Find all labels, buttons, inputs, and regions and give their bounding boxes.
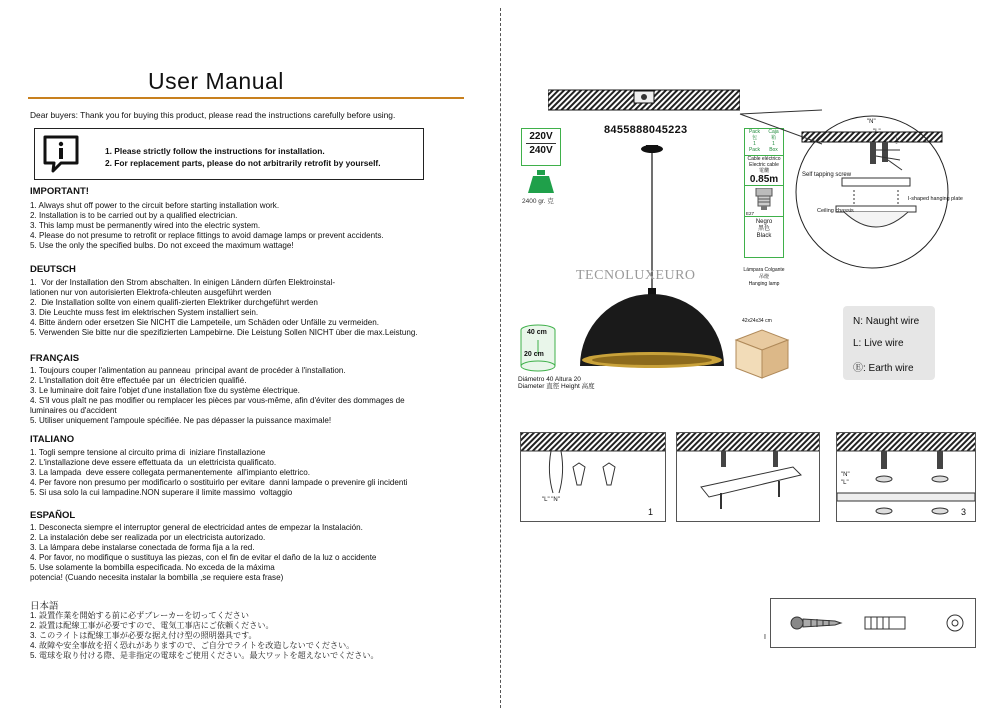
ceiling-bar-illustration	[548, 88, 740, 112]
section-list-important	[30, 201, 384, 251]
list-item: 5. Use solamente la bombilla especificada. No exceda de la máxima	[30, 563, 275, 572]
list-item: 3. La lámpara debe instalarse conectada de forma fija a la red.	[30, 543, 255, 552]
list-item: 2. Installation is to be carried out by a qualified electrician.	[30, 211, 238, 220]
pack-label: 1	[772, 141, 775, 147]
type-zh: 吊燈	[758, 274, 769, 280]
notice-line-2: 2. For replacement parts, please do not arbitrarily retrofit by yourself.	[105, 158, 381, 168]
box-icon	[732, 326, 792, 380]
section-heading-important: IMPORTANT!	[30, 186, 89, 197]
cable-length: 0.85m	[749, 174, 779, 185]
section-heading-espanol: ESPAÑOL	[30, 510, 76, 521]
pack-label: 箱	[770, 135, 776, 141]
step-2-panel	[676, 432, 820, 522]
bulb-socket-icon	[754, 188, 774, 212]
section-list-espanol	[30, 523, 376, 583]
diagram-l-label: "L"	[873, 129, 881, 135]
list-item: 2. Die Installation sollte von einem qualifi-zierten Elektriker durchgeführt werden	[30, 298, 318, 307]
pack-label: 1	[753, 141, 756, 147]
list-item: 4. 故障や安全事故を招く恐れがありますので、ご自分でライトを改造しないでください。	[30, 641, 355, 650]
section-heading-deutsch: DEUTSCH	[30, 264, 76, 275]
list-item: 1. Desconecta siempre el interruptor general de electricidad antes de empezar la Instalación.	[30, 523, 363, 532]
intro-text: Dear buyers: Thank you for buying this product, please read the instructions carefully before using.	[30, 110, 396, 120]
hardware-mark: I	[764, 634, 766, 641]
cable-label-en: Electric cable	[749, 162, 779, 168]
list-item: 1. Vor der Installation den Strom abschalten. In einigen Ländern dürfen Elektroinstal-	[30, 278, 336, 287]
color-en: Black	[756, 233, 772, 239]
list-item: 2. L'installazione deve essere effettuata da un elettricista qualificato.	[30, 458, 277, 467]
info-icon	[41, 133, 81, 175]
list-item: luminaires ou d'accident	[30, 406, 117, 415]
voltage-top: 220V	[529, 131, 553, 142]
list-item: 4. Por favor, no modifique o sustituya las piezas, con el fin de evitar el daño de la luz o accidente	[30, 553, 377, 562]
list-item: 5. 電球を取り付ける際、是非指定の電球をご使用ください。最大ワットを超えないでください。	[30, 651, 379, 660]
barcode-number: 8455888045223	[604, 124, 688, 136]
lamp-type-labels	[740, 267, 788, 288]
pack-label: Caja	[768, 129, 779, 135]
hardware-panel	[770, 598, 976, 648]
step-3-wire-labels: "N" "L"	[841, 472, 850, 486]
step-1-panel	[520, 432, 666, 522]
section-heading-italiano: ITALIANO	[30, 434, 75, 445]
step-1-illustration	[521, 433, 665, 521]
type-en: Hanging lamp	[748, 281, 780, 287]
step-3-panel	[836, 432, 976, 522]
hanging-plate-label: I-shaped hanging plate	[908, 196, 963, 202]
manual-title: User Manual	[148, 68, 284, 94]
list-item: lationen nur von autorisierten Elektrofa-chleuten ausgeführt werden	[30, 288, 272, 297]
step-3-illustration	[837, 433, 975, 521]
list-item: 3. Die Leuchte muss fest im elektrischen System installiert sein.	[30, 308, 259, 317]
cable-label-es: Cable eléctrico	[747, 156, 781, 162]
watermark: TECNOLUXEURO	[576, 268, 696, 283]
diameter-value: 40 cm	[527, 329, 547, 336]
pack-label: Pack	[748, 129, 761, 135]
section-list-francais	[30, 366, 405, 426]
list-item: 5. Si usa solo la cui lampadine.NON superare il limite massimo voltaggio	[30, 488, 293, 497]
list-item: 1. Toujours couper l'alimentation au panneau principal avant de procéder à l'installation.	[30, 366, 346, 375]
wire-l: L: Live wire	[853, 338, 904, 349]
list-item: 1. Always shut off power to the circuit before starting installation work.	[30, 201, 280, 210]
pack-label: 包	[751, 135, 757, 141]
list-item: 2. L'installation doit être effectuée par un électricien qualifié.	[30, 376, 247, 385]
step-1-wire-labels: "L" "N"	[542, 497, 560, 503]
pack-label: Box	[769, 147, 778, 153]
bulb-type: E27	[746, 211, 755, 216]
color-zh: 黑色	[757, 226, 770, 232]
pendant-lamp-illustration	[572, 140, 732, 372]
section-list-deutsch	[30, 278, 418, 338]
callout-line	[736, 108, 826, 148]
wire-n: N: Naught wire	[853, 316, 920, 327]
step-2-illustration	[677, 433, 819, 521]
list-item: 4. Per favore non presumo per modificarlo o sostituirlo per evitare danni lampade o prevenire gli incidenti	[30, 478, 408, 487]
list-item: 2. 設置は配線工事が必要ですので、電気工事店にご依頼ください。	[30, 621, 274, 630]
list-item: 4. Please do not presume to retrofit or replace fittings to avoid damage lamps or prevent accidents.	[30, 231, 384, 240]
dimension-labels: Diámetro 40 Altura 20 Diameter 直徑 Height 高度	[518, 376, 595, 390]
wire-e: Ⓔ: Earth wire	[853, 363, 914, 374]
box-size: 42x24x34 cm	[742, 318, 772, 324]
step-3-number: 3	[961, 507, 967, 517]
list-item: 5. Utiliser uniquement l'ampoule spécifiée. Ne pas dépasser la puissance maximale!	[30, 416, 332, 425]
title-rule	[28, 97, 464, 99]
voltage-bottom: 240V	[529, 145, 553, 156]
page-divider	[500, 8, 501, 708]
type-es: Lámpara Colgante	[743, 267, 785, 273]
notice-box	[34, 128, 424, 180]
list-item: 4. S'il vous plaît ne pas modifier ou remplacer les pièces par vous-même, afin d'éviter des dommages de	[30, 396, 405, 405]
voltage-box	[521, 128, 561, 166]
weight-label: 2400 gr. 克	[522, 198, 554, 205]
list-item: 3. La lampada deve essere collegata permanentemente all'impianto elettrico.	[30, 468, 311, 477]
list-item: 3. このライトは配線工事が必要な据え付け型の照明器具です。	[30, 631, 257, 640]
list-item: 3. Le luminaire doit faire l'objet d'une installation fixe du système électrique.	[30, 386, 300, 395]
cable-label-zh: 電纜	[758, 168, 769, 174]
list-item: 2. La instalación debe ser realizada por un electricista autorizado.	[30, 533, 266, 542]
list-item: 5. Use the only the specified bulbs. Do not exceed the maximum wattage!	[30, 241, 294, 250]
section-heading-japanese: 日本語	[30, 601, 59, 612]
list-item: 4. Bitte ändern oder ersetzen Sie NICHT die Lampeteile, um Schäden oder Unfälle zu vermeiden.	[30, 318, 379, 327]
list-item: 5. Verwenden Sie bitte nur die spezifizierten Lampebirne. Die Leistung Sollen NICHT über die max.Leistung.	[30, 328, 418, 337]
list-item: 1. 設置作業を開始する前に必ずブレーカーを切ってください	[30, 611, 249, 620]
wire-legend	[843, 306, 935, 380]
hardware-illustration	[771, 599, 975, 647]
diagram-n-label: "N"	[867, 119, 876, 125]
section-heading-francais: FRANÇAIS	[30, 353, 80, 364]
pack-label: Pack	[748, 147, 761, 153]
ceiling-chassis-label: Ceiling chassis	[817, 208, 854, 214]
weight-icon	[527, 170, 555, 194]
section-list-italiano	[30, 448, 407, 498]
notice-line-1: 1. Please strictly follow the instructions for installation.	[105, 146, 325, 156]
list-item: potencia! (Cuando necesita instalar la bombilla ,se requiere esta frase)	[30, 573, 284, 582]
diagram-earth-symbol: ⏚	[893, 138, 900, 145]
section-list-japanese	[30, 611, 379, 661]
step-1-number: 1	[648, 507, 654, 517]
color-es: Negro	[755, 219, 773, 225]
height-value: 20 cm	[524, 351, 544, 358]
self-tapping-screw-label: Self tapping screw	[802, 172, 852, 178]
list-item: 1. Togli sempre tensione al circuito prima di iniziare l'installazione	[30, 448, 266, 457]
list-item: 3. This lamp must be permanently wired into the electric system.	[30, 221, 261, 230]
